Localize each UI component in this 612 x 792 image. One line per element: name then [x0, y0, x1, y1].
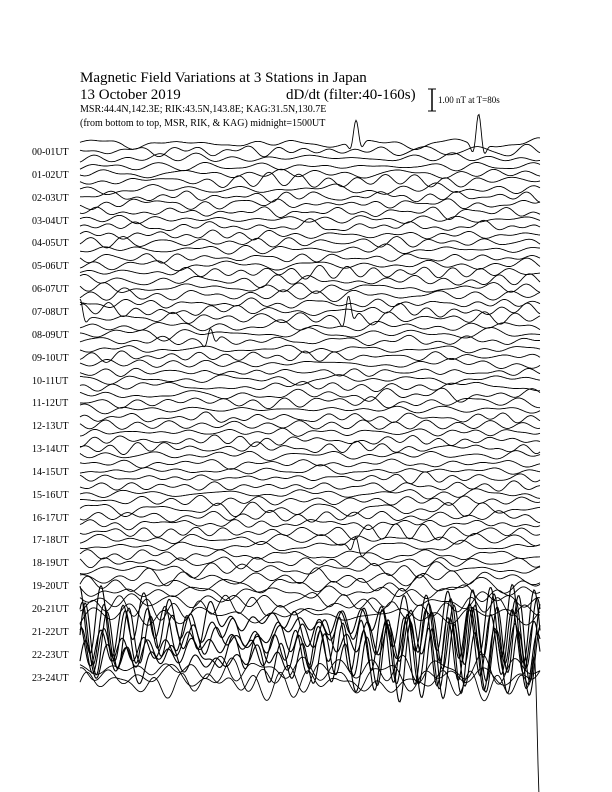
- trace-rik-15-16ut: [80, 489, 540, 499]
- chart-date: 13 October 2019: [80, 87, 181, 103]
- trace-msr-03-04ut: [80, 219, 540, 231]
- trace-kag-03-04ut: [80, 207, 540, 220]
- hour-label: 19-20UT: [32, 581, 69, 593]
- trace-kag-07-08ut: [80, 298, 540, 308]
- trace-kag-04-05ut: [80, 230, 540, 240]
- station-coordinates: MSR:44.4N,142.3E; RIK:43.5N,143.8E; KAG:31.5N,130.7E: [80, 104, 327, 115]
- trace-kag-01-02ut: [80, 162, 540, 170]
- scale-bar: [428, 89, 436, 111]
- trace-kag-09-10ut: [80, 345, 540, 353]
- hour-label: 04-05UT: [32, 238, 69, 250]
- trace-msr-15-16ut: [80, 495, 540, 505]
- trace-order-note: (from bottom to top, MSR, RIK, & KAG) midnight=1500UT: [80, 118, 326, 129]
- trace-msr-22-23ut: [80, 620, 540, 702]
- hour-label: 21-22UT: [32, 626, 69, 638]
- trace-kag-11-12ut: [80, 388, 540, 402]
- trace-msr-13-14ut: [80, 451, 540, 461]
- trace-msr-14-15ut: [80, 472, 540, 484]
- hour-label: 17-18UT: [32, 535, 69, 547]
- trace-kag-17-18ut: [80, 524, 540, 540]
- hour-label: 11-12UT: [32, 398, 69, 410]
- trace-rik-08-09ut: [80, 327, 540, 341]
- scale-bar-label: 1.00 nT at T=80s: [438, 95, 500, 105]
- trace-rik-16-17ut: [80, 510, 540, 522]
- hour-label: 14-15UT: [32, 466, 69, 478]
- hour-label: 15-16UT: [32, 489, 69, 501]
- chart-title: Magnetic Field Variations at 3 Stations in Japan: [80, 70, 367, 86]
- trace-kag-12-13ut: [80, 412, 540, 423]
- trace-msr-18-19ut: [80, 562, 540, 578]
- trace-msr-04-05ut: [80, 244, 540, 254]
- trace-kag-05-06ut: [80, 254, 540, 263]
- trace-rik-07-08ut: [80, 303, 540, 317]
- hour-label: 06-07UT: [32, 284, 69, 296]
- trace-rik-11-12ut: [80, 397, 540, 409]
- trace-msr-00-01ut: [80, 153, 540, 162]
- trace-msr-16-17ut: [80, 520, 540, 530]
- trace-rik-18-19ut: [80, 557, 540, 569]
- trace-msr-12-13ut: [80, 428, 540, 436]
- hour-label: 08-09UT: [32, 329, 69, 341]
- trace-rik-01-02ut: [80, 169, 540, 178]
- trace-rik-02-03ut: [80, 191, 540, 202]
- hour-label: 13-14UT: [32, 444, 69, 456]
- hour-label: 18-19UT: [32, 558, 69, 570]
- hour-label: 02-03UT: [32, 192, 69, 204]
- hour-label: 20-21UT: [32, 604, 69, 615]
- trace-group: [80, 115, 540, 792]
- hour-label: 16-17UT: [32, 512, 69, 524]
- hour-label: 23-24UT: [32, 672, 69, 684]
- hour-label: 10-11UT: [32, 375, 69, 387]
- chart-quantity: dD/dt (filter:40-160s): [286, 87, 416, 103]
- trace-msr-09-10ut: [80, 358, 540, 368]
- hour-label: 00-01UT: [32, 147, 69, 158]
- trace-rik-03-04ut: [80, 215, 540, 223]
- hour-label: 12-13UT: [32, 421, 69, 433]
- trace-msr-10-11ut: [80, 382, 540, 392]
- trace-kag-06-07ut: [80, 274, 540, 288]
- hour-label: 09-10UT: [32, 352, 69, 364]
- hour-label: 03-04UT: [32, 215, 69, 227]
- hour-label: 01-02UT: [32, 169, 69, 181]
- hour-label: 22-23UT: [32, 649, 69, 661]
- trace-kag-10-11ut: [80, 368, 540, 376]
- hour-label: 07-08UT: [32, 306, 69, 318]
- hour-label: 05-06UT: [32, 261, 69, 273]
- trace-kag-13-14ut: [80, 435, 540, 447]
- trace-rik-14-15ut: [80, 465, 540, 475]
